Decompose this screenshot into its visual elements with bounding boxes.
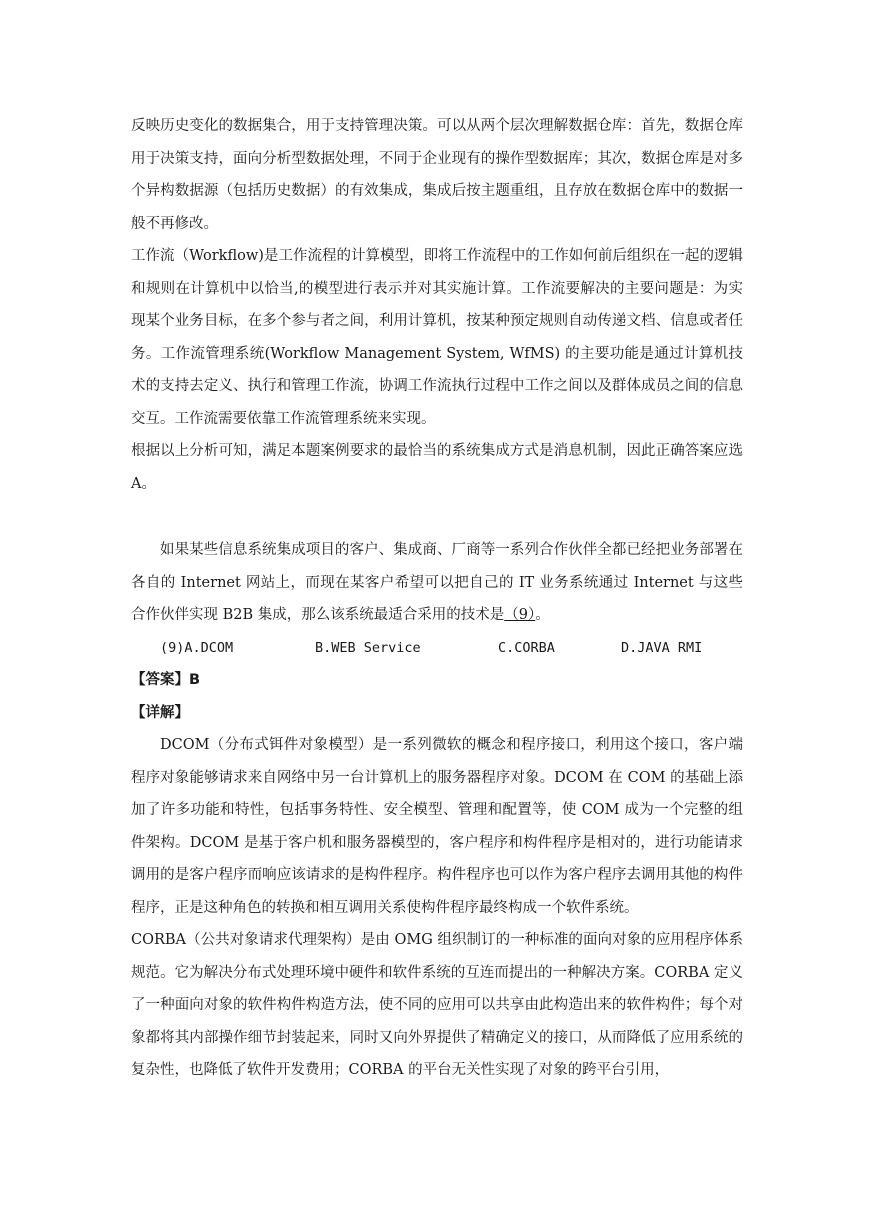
conclusion-paragraph: 根据以上分析可知，满足本题案例要求的最恰当的系统集成方式是消息机制，因此正确答案应选 A。	[131, 443, 743, 492]
corba-paragraph: CORBA（公共对象请求代理架构）是由 OMG 组织制订的一种标准的面向对象的应用程序体系规范。它为解决分布式处理环境中硬件和软件系统的互连而提出的一种解决方案。CORBA 定义了一种面向对象的软件构件构造方法，使不同的应用可以共享由此构造出来的软件构件；每个对象都将其内部操作细节封装起来，同时又向外界提供了精确定义的接口，从而降低了应用系统的复杂性，也降低了软件开发费用；CORBA 的平台无关性实现了对象的跨平台引用，	[131, 932, 743, 1078]
question-blank: （9）	[504, 607, 536, 623]
document-body	[131, 110, 743, 1087]
dcom-paragraph: DCOM（分布式铒件对象模型）是一系列微软的概念和程序接口，利用这个接口，客户端程序对象能够请求来自网络中另一台计算机上的服务器程序对象。DCOM 在 COM 的基础上添加了许多功能和特性，包括事务特性、安全模型、管理和配置等，使 COM 成为一个完整的组件架构。DCOM 是基于客户机和服务器模型的，客户程序和构件程序是相对的，进行功能请求调用的是客户程序而响应该请求的是构件程序。构件程序也可以作为客户程序去调用其他的构件程序，正是这种角色的转换和相互调用关系使构件程序最终构成一个软件系统。	[131, 737, 743, 916]
option-b: B.WEB Service	[315, 639, 421, 656]
option-d: D.JAVA RMI	[621, 639, 703, 656]
workflow-paragraph: 工作流（Workflow)是工作流程的计算模型，即将工作流程中的工作如何前后组织在一起的逻辑和规则在计算机中以恰当,的模型进行表示并对其实施计算。工作流要解决的主要问题是：为实现某个业务目标，在多个参与者之间，利用计算机，按某种预定规则自动传递文档、信息或者任务。工作流管理系统(Workflow Management System, WfMS) 的主要功能是通过计算机技术的支持去定义、执行和管理工作流，协调工作流执行过程中工作之间以及群体成员之间的信息交互。工作流需要依靠工作流管理系统来实现。	[131, 248, 743, 427]
option-c: C.CORBA	[498, 639, 555, 656]
answer-value: B	[189, 672, 201, 688]
answer-label: 【答案】	[131, 672, 189, 688]
datawarehouse-paragraph: 反映历史变化的数据集合，用于支持管理决策。可以从两个层次理解数据仓库：首先，数据仓库用于决策支持，面向分析型数据处理，不同于企业现有的操作型数据库；其次，数据仓库是对多个异构数据源（包括历史数据）的有效集成，集成后按主题重组，且存放在数据仓库中的数据一般不再修改。	[131, 118, 743, 232]
question-stem	[131, 534, 743, 632]
question-end-punct: 。	[535, 607, 550, 623]
explanation-label: 【详解】	[131, 704, 189, 721]
answer-line	[131, 664, 743, 697]
section-gap	[131, 500, 743, 534]
question-stem-text: 如果某些信息系统集成项目的客户、集成商、厂商等一系列合作伙伴全都已经把业务部署在各自的 Internet 网站上，而现在某客户希望可以把自己的 IT 业务系统通过 Internet 与这些合作伙伴实现 B2B 集成，那么该系统最适合采用的技术是	[131, 542, 743, 623]
answer-options	[131, 632, 743, 665]
option-a: (9)A.DCOM	[160, 639, 234, 656]
